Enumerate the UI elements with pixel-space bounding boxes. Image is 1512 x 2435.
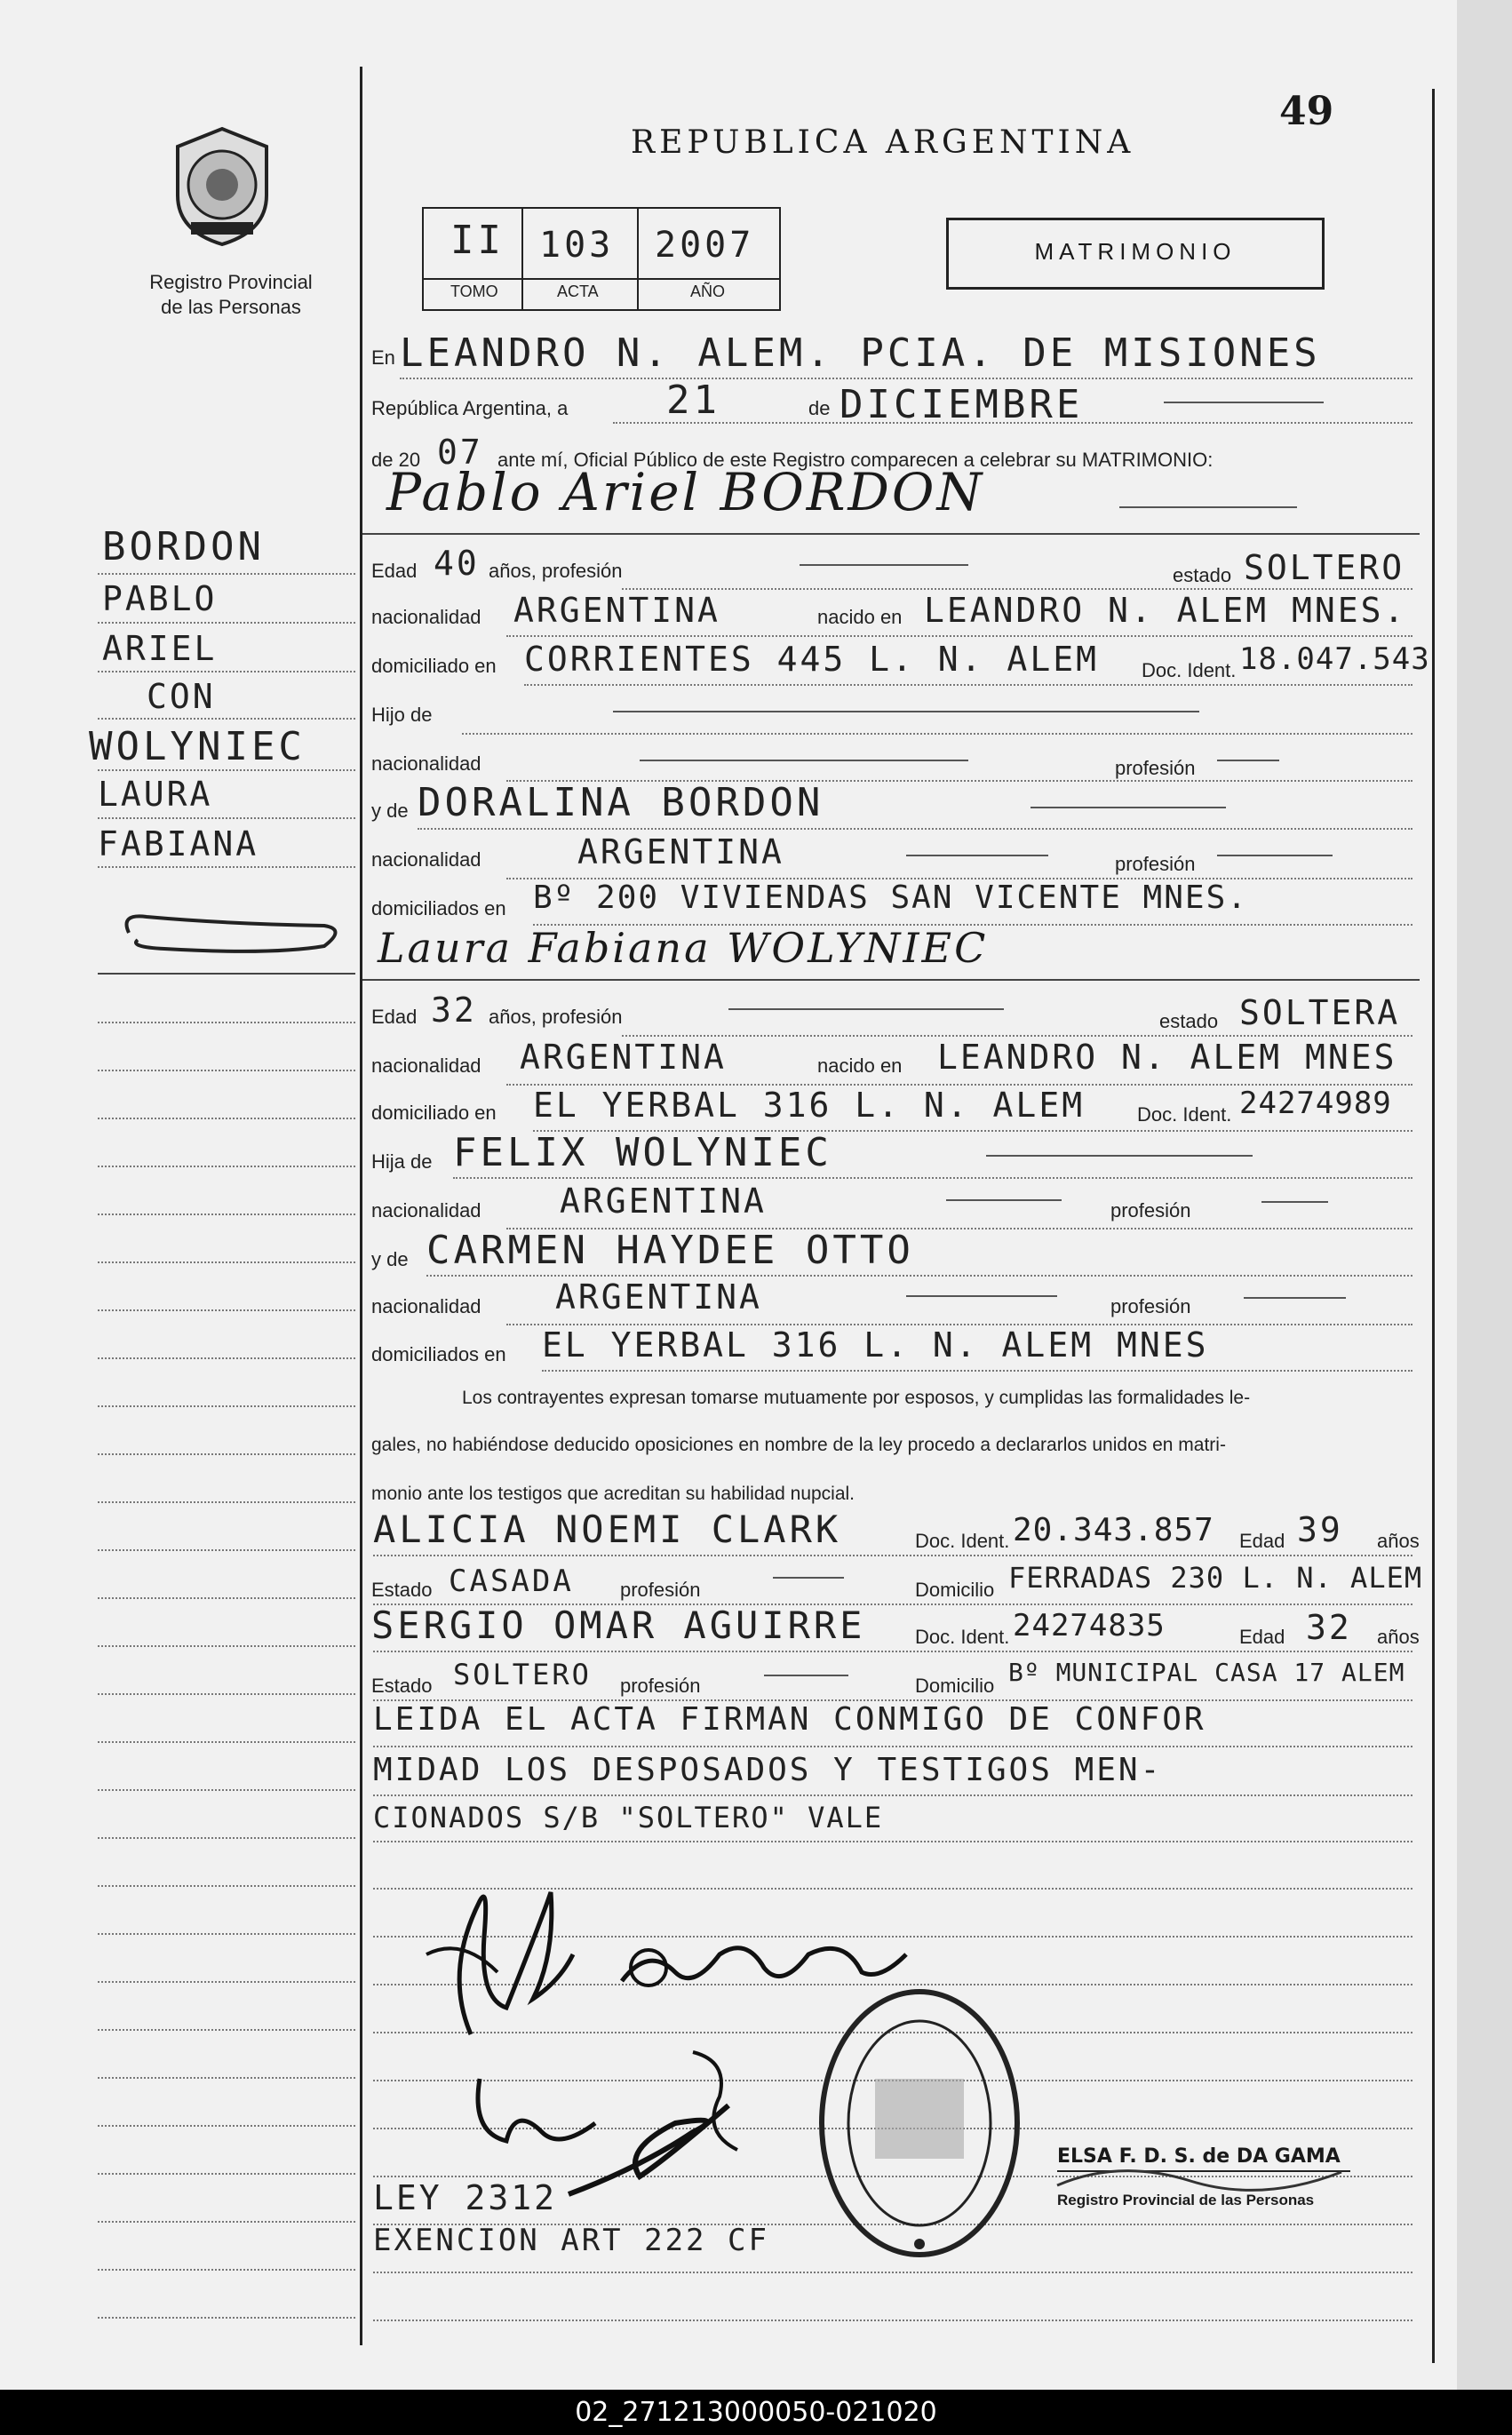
groom-nac-label: nacionalidad xyxy=(371,606,481,628)
margin-rule-line xyxy=(98,2125,355,2127)
margin-rule-line xyxy=(98,1837,355,1839)
province-seal-icon xyxy=(169,124,275,249)
registry-round-stamp-icon xyxy=(813,1981,1026,2265)
groom-hijo-label: Hijo de xyxy=(371,704,433,726)
margin-rule-line xyxy=(98,1118,355,1119)
registry-name-line2: de las Personas xyxy=(161,296,301,318)
official-signature-mark xyxy=(1048,2150,1350,2212)
margin-rule-line xyxy=(98,2077,355,2079)
groom-mother-nac-label: nacionalidad xyxy=(371,848,481,871)
bride-father-nac-label: nacionalidad xyxy=(371,1199,481,1221)
ano-label: AÑO xyxy=(690,282,726,300)
groom-estado-label: estado xyxy=(1173,564,1232,586)
margin-divider-line xyxy=(360,67,362,2345)
witness1-name: ALICIA NOEMI CLARK xyxy=(373,1508,842,1551)
groom-parents-dom-label: domiciliados en xyxy=(371,897,506,919)
groom-parents-domicile: Bº 200 VIVIENDAS SAN VICENTE MNES. xyxy=(533,879,1248,916)
margin-rule-line xyxy=(98,1357,355,1359)
groom-father-prof-label: profesión xyxy=(1115,757,1196,779)
groom-birthplace: LEANDRO N. ALEM MNES. xyxy=(924,591,1407,630)
witness1-prof-label: profesión xyxy=(620,1579,701,1601)
bride-hija-label: Hija de xyxy=(371,1150,433,1173)
witness2-prof-label: profesión xyxy=(620,1675,701,1697)
witness2-name: SERGIO OMAR AGUIRRE xyxy=(371,1603,866,1647)
witness1-edad-label: Edad xyxy=(1239,1530,1285,1552)
groom-signature-mark xyxy=(409,1866,586,2043)
margin-rule-line xyxy=(98,1070,355,1071)
witness1-estado-label: Estado xyxy=(371,1579,433,1601)
bride-father: FELIX WOLYNIEC xyxy=(453,1130,832,1175)
groom-anos-label: años, profesión xyxy=(489,560,623,582)
page-number: 49 xyxy=(1279,89,1334,134)
bride-parents-domicile: EL YERBAL 316 L. N. ALEM MNES xyxy=(542,1325,1209,1365)
record-type-box xyxy=(946,218,1325,290)
bride-yde-label: y de xyxy=(371,1248,409,1270)
groom-edad-label: Edad xyxy=(371,560,418,582)
groom-mother-prof-label: profesión xyxy=(1115,853,1196,875)
witness2-age: 32 xyxy=(1306,1608,1352,1647)
official-title: Registro Provincial de las Personas xyxy=(1057,2192,1315,2208)
scan-id-footer: 02_271213000050-021020 xyxy=(0,2390,1512,2435)
groom-age: 40 xyxy=(434,544,480,583)
en-label: En xyxy=(371,346,395,369)
bride-estado-label: estado xyxy=(1159,1010,1219,1032)
legal-text-line2: gales, no habiéndose deducido oposiciones en nombre de la ley procedo a declararlos unidos en matri- xyxy=(371,1435,1226,1455)
margin-rule-line xyxy=(98,1214,355,1215)
official-name: ELSA F. D. S. de DA GAMA xyxy=(1057,2145,1350,2172)
margin-rule-line xyxy=(98,2221,355,2223)
bride-doc-number: 24274989 xyxy=(1239,1086,1392,1121)
margin-rule-line xyxy=(98,1933,355,1935)
closing-line3: CIONADOS S/B "SOLTERO" VALE xyxy=(373,1801,884,1834)
witness1-estado: CASADA xyxy=(449,1564,574,1599)
ceremony-year-suffix: 07 xyxy=(437,433,483,472)
groom-doc-label: Doc. Ident. xyxy=(1142,659,1237,681)
country-title: REPUBLICA ARGENTINA xyxy=(631,124,1135,161)
groom-mother: DORALINA BORDON xyxy=(418,780,824,825)
margin-rule-line xyxy=(98,1693,355,1695)
registry-name-line1: Registro Provincial xyxy=(149,271,313,293)
margin-rule-line xyxy=(98,1885,355,1887)
margin-rule-line xyxy=(98,1309,355,1311)
right-border-line xyxy=(1432,89,1435,2363)
bride-dom-label: domiciliado en xyxy=(371,1102,497,1124)
bride-mother: CARMEN HAYDEE OTTO xyxy=(426,1228,914,1273)
exemption-note: EXENCION ART 222 CF xyxy=(373,2223,769,2258)
groom-father-nac-label: nacionalidad xyxy=(371,752,481,775)
bride-birthplace: LEANDRO N. ALEM MNES xyxy=(937,1038,1397,1077)
witness2-domicile: Bº MUNICIPAL CASA 17 ALEM xyxy=(1008,1658,1405,1687)
margin-rule-line xyxy=(98,2173,355,2175)
ceremony-place: LEANDRO N. ALEM. PCIA. DE MISIONES xyxy=(400,330,1321,376)
margin-rule-line xyxy=(98,1022,355,1023)
witness2-anos-label: años xyxy=(1377,1626,1420,1648)
intro-statement: ante mí, Oficial Público de este Registro comparecen a celebrar su MATRIMONIO: xyxy=(497,449,1214,471)
margin-con: CON xyxy=(147,677,216,716)
margin-groom-first: PABLO xyxy=(102,579,218,618)
ceremony-day: 21 xyxy=(666,378,720,423)
month-de-label: de xyxy=(808,397,831,419)
record-type-label: MATRIMONIO xyxy=(1034,238,1237,265)
margin-rule-line xyxy=(98,1741,355,1743)
margin-bride-first: LAURA xyxy=(98,775,213,814)
groom-dom-label: domiciliado en xyxy=(371,655,497,677)
ceremony-month: DICIEMBRE xyxy=(840,382,1084,427)
bride-edad-label: Edad xyxy=(371,1006,418,1028)
bride-nationality: ARGENTINA xyxy=(520,1038,727,1077)
margin-flourish-mark xyxy=(93,906,351,959)
bride-father-prof-label: profesión xyxy=(1110,1199,1191,1221)
acta-label: ACTA xyxy=(557,282,599,300)
margin-rule-line xyxy=(98,1405,355,1407)
margin-rule-line xyxy=(98,1981,355,1983)
bride-domicile: EL YERBAL 316 L. N. ALEM xyxy=(533,1086,1086,1125)
closing-line2: MIDAD LOS DESPOSADOS Y TESTIGOS MEN- xyxy=(373,1752,1163,1788)
margin-bride-surname: WOLYNIEC xyxy=(89,724,306,769)
witness1-anos-label: años xyxy=(1377,1530,1420,1552)
bride-father-nationality: ARGENTINA xyxy=(560,1182,767,1221)
legal-text-line3: monio ante los testigos que acreditan su habilidad nupcial. xyxy=(371,1484,855,1504)
margin-groom-surname: BORDON xyxy=(102,524,265,569)
closing-line1: LEIDA EL ACTA FIRMAN CONMIGO DE CONFOR xyxy=(373,1701,1206,1738)
groom-full-name: Pablo Ariel BORDON xyxy=(386,462,985,522)
year-prefix: de 20 xyxy=(371,449,421,471)
groom-nationality: ARGENTINA xyxy=(513,591,720,630)
witness1-doc-label: Doc. Ident. xyxy=(915,1530,1010,1552)
witness2-estado: SOLTERO xyxy=(453,1658,592,1691)
margin-bride-middle: FABIANA xyxy=(98,824,259,863)
bride-nacido-label: nacido en xyxy=(817,1054,903,1077)
legal-text-line1: Los contrayentes expresan tomarse mutuamente por esposos, y cumplidas las formalidades le- xyxy=(462,1388,1251,1408)
margin-rule-line xyxy=(98,1166,355,1167)
bride-anos-label: años, profesión xyxy=(489,1006,623,1028)
margin-rule-line xyxy=(98,1597,355,1599)
bride-estado: SOLTERA xyxy=(1239,993,1401,1032)
witness1-domicile: FERRADAS 230 L. N. ALEM xyxy=(1008,1561,1423,1595)
groom-nacido-label: nacido en xyxy=(817,606,903,628)
witness2-doc-number: 24274835 xyxy=(1013,1608,1166,1643)
ano-value: 2007 xyxy=(655,225,755,266)
bride-doc-label: Doc. Ident. xyxy=(1137,1103,1232,1126)
record-reference-box xyxy=(422,207,781,311)
margin-rule-line xyxy=(98,2317,355,2319)
law-note: LEY 2312 xyxy=(373,2178,558,2217)
groom-domicile: CORRIENTES 445 L. N. ALEM xyxy=(524,640,1099,679)
groom-yde-label: y de xyxy=(371,800,409,822)
bride-mother-prof-label: profesión xyxy=(1110,1295,1191,1317)
tomo-value: II xyxy=(450,218,505,263)
witness2-doc-label: Doc. Ident. xyxy=(915,1626,1010,1648)
margin-rule-line xyxy=(98,2029,355,2031)
bride-mother-nac-label: nacionalidad xyxy=(371,1295,481,1317)
bride-age: 32 xyxy=(431,991,477,1030)
book-spine-edge xyxy=(1457,0,1512,2390)
margin-rule-line xyxy=(98,1261,355,1263)
margin-rule-line xyxy=(98,1789,355,1791)
tomo-label: TOMO xyxy=(450,282,498,300)
witness2-edad-label: Edad xyxy=(1239,1626,1285,1648)
witness2-domicilio-label: Domicilio xyxy=(915,1675,995,1697)
bride-full-name: Laura Fabiana WOLYNIEC xyxy=(378,924,989,972)
body-rule-line xyxy=(373,2272,1413,2273)
margin-rule-line xyxy=(98,1501,355,1503)
groom-doc-number: 18.047.543 xyxy=(1239,641,1430,677)
witness1-doc-number: 20.343.857 xyxy=(1013,1512,1214,1548)
margin-rule-line xyxy=(98,2269,355,2271)
margin-rule-line xyxy=(98,1645,355,1647)
body-rule-line xyxy=(373,2320,1413,2321)
witness1-age: 39 xyxy=(1297,1510,1343,1549)
witness-signatures-mark xyxy=(462,2025,835,2203)
margin-groom-middle: ARIEL xyxy=(102,629,218,668)
republica-label: República Argentina, a xyxy=(371,397,569,419)
acta-value: 103 xyxy=(539,225,615,266)
witness2-estado-label: Estado xyxy=(371,1675,433,1697)
bride-nac-label: nacionalidad xyxy=(371,1054,481,1077)
groom-estado: SOLTERO xyxy=(1244,548,1405,587)
bride-mother-nationality: ARGENTINA xyxy=(555,1277,762,1317)
margin-rule-line xyxy=(98,1549,355,1551)
groom-mother-nationality: ARGENTINA xyxy=(577,832,784,871)
bride-parents-dom-label: domiciliados en xyxy=(371,1343,506,1365)
witness1-domicilio-label: Domicilio xyxy=(915,1579,995,1601)
margin-rule-line xyxy=(98,1453,355,1455)
